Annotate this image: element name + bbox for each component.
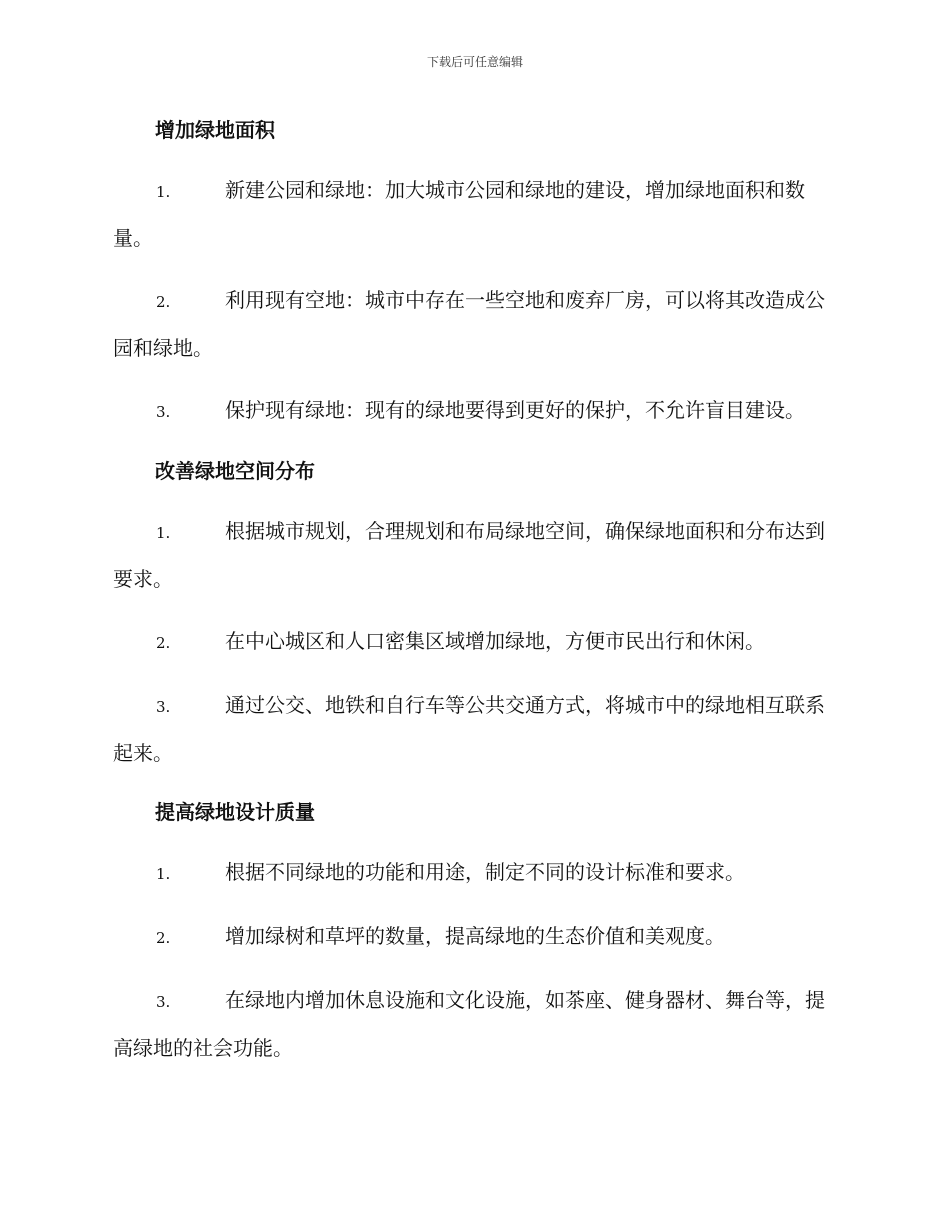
item-number: 3. xyxy=(156,698,171,716)
item-text: 根据城市规划，合理规划和布局绿地空间，确保绿地面积和分布达到要求。 xyxy=(113,519,825,591)
item-text: 在绿地内增加休息设施和文化设施，如茶座、健身器材、舞台等，提高绿地的社会功能。 xyxy=(113,988,825,1060)
item-text: 通过公交、地铁和自行车等公共交通方式，将城市中的绿地相互联系起来。 xyxy=(113,693,825,765)
list-item xyxy=(113,387,835,435)
section-increase-green-area xyxy=(113,110,835,435)
document-body xyxy=(113,110,835,1087)
item-number: 2. xyxy=(156,293,171,311)
section-heading: 提高绿地设计质量 xyxy=(155,800,315,824)
list-item xyxy=(113,618,835,666)
page-header: 下载后可任意编辑 xyxy=(426,55,523,69)
item-number: 3. xyxy=(156,403,171,421)
item-text: 根据不同绿地的功能和用途，制定不同的设计标准和要求。 xyxy=(225,860,745,884)
item-number: 2. xyxy=(156,634,171,652)
section-heading: 增加绿地面积 xyxy=(155,118,275,142)
section-improve-spatial-distribution xyxy=(113,451,835,776)
item-number: 1. xyxy=(156,183,171,201)
list-item xyxy=(113,508,835,602)
item-number: 2. xyxy=(156,929,171,947)
item-text: 在中心城区和人口密集区域增加绿地，方便市民出行和休闲。 xyxy=(225,629,765,653)
list-item xyxy=(113,277,835,371)
item-number: 3. xyxy=(156,993,171,1011)
list-item xyxy=(113,167,835,261)
item-number: 1. xyxy=(156,524,171,542)
list-item xyxy=(113,849,835,897)
list-item xyxy=(113,913,835,961)
list-item xyxy=(113,682,835,776)
item-text: 利用现有空地：城市中存在一些空地和废弃厂房，可以将其改造成公园和绿地。 xyxy=(113,288,825,360)
list-item xyxy=(113,977,835,1071)
section-improve-design-quality xyxy=(113,792,835,1071)
item-text: 新建公园和绿地：加大城市公园和绿地的建设，增加绿地面积和数量。 xyxy=(113,178,805,250)
item-text: 保护现有绿地：现有的绿地要得到更好的保护，不允许盲目建设。 xyxy=(225,398,805,422)
item-text: 增加绿树和草坪的数量，提高绿地的生态价值和美观度。 xyxy=(225,924,725,948)
section-heading: 改善绿地空间分布 xyxy=(155,459,315,483)
item-number: 1. xyxy=(156,865,171,883)
